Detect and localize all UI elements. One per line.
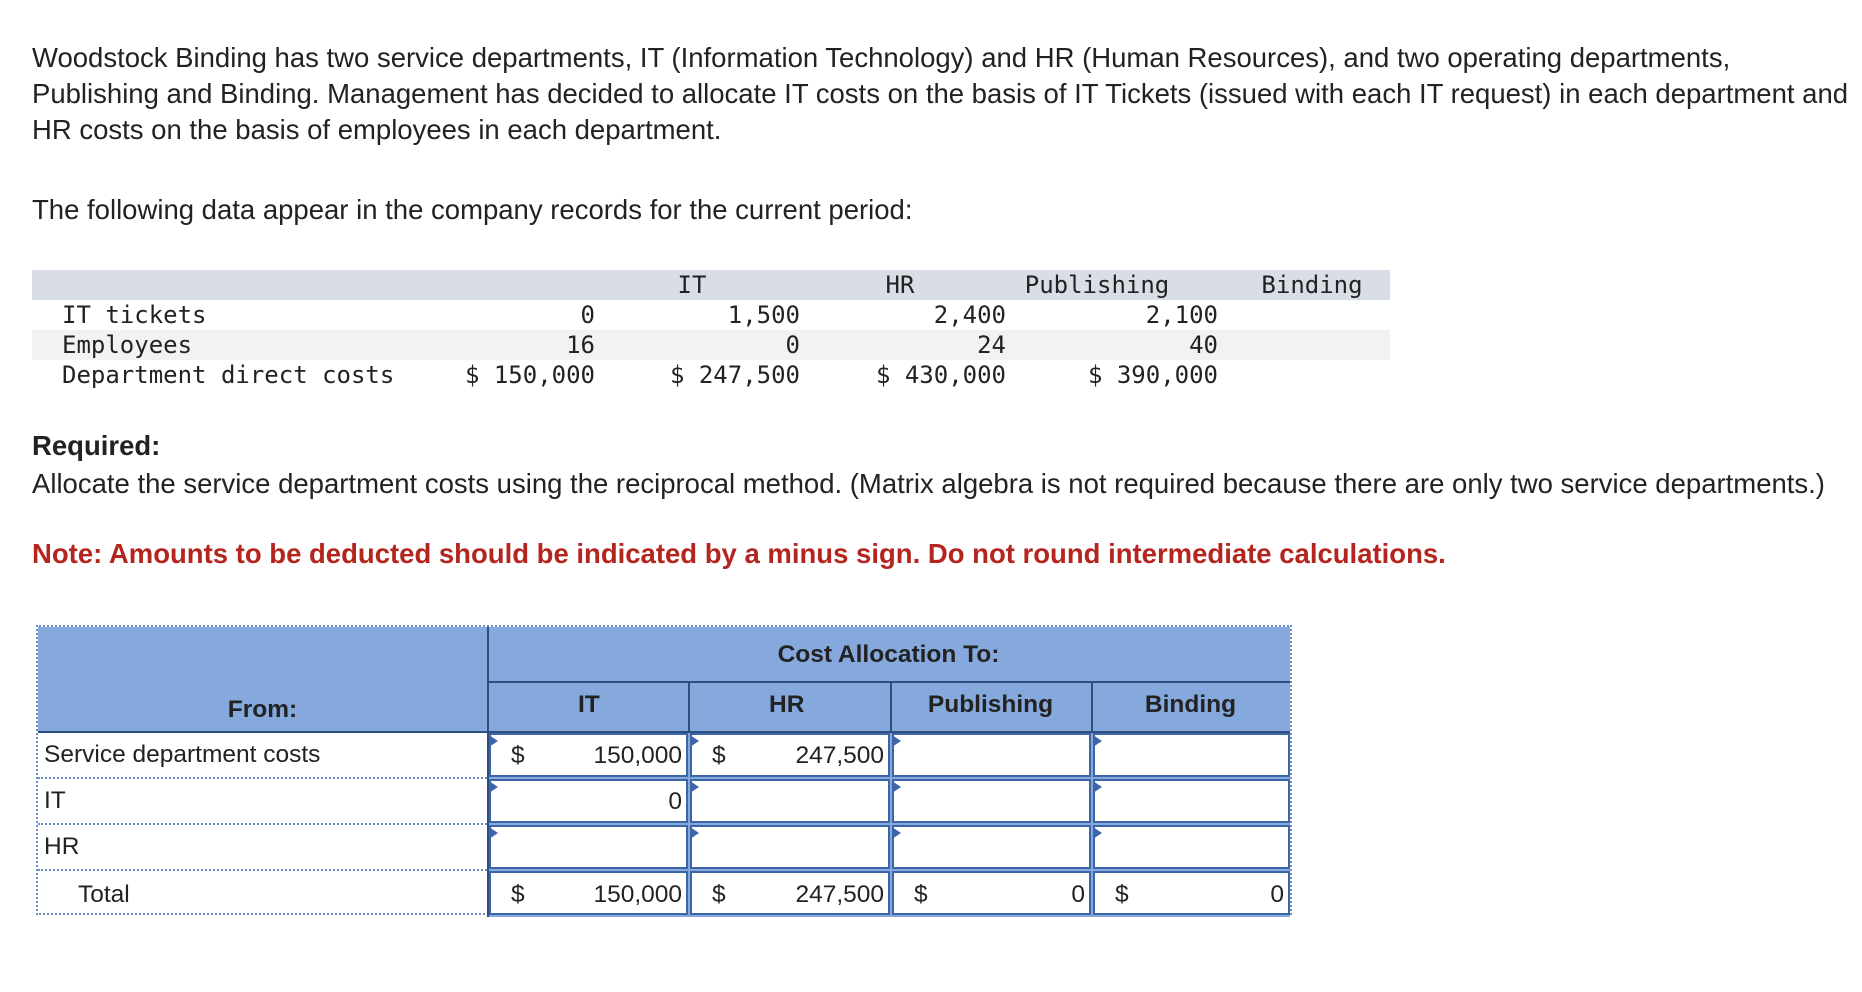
currency-sign: $ — [712, 742, 726, 769]
cell-publishing: 24 — [977, 331, 1006, 359]
it-hr-input[interactable] — [690, 779, 890, 823]
table-row — [32, 330, 1390, 360]
cell-binding: $ 390,000 — [1087, 361, 1218, 389]
table-row — [32, 360, 1390, 390]
col-header-publishing: Publishing — [1024, 271, 1170, 299]
required-text: Allocate the service department costs using the reciprocal method. (Matrix algebra is not required because there are only two service departments.) — [32, 468, 1825, 499]
input-indicator-icon — [1093, 735, 1102, 747]
currency-sign: $ — [511, 742, 525, 769]
col-header-binding: Binding — [1261, 271, 1363, 299]
it-it-value: 0 — [668, 788, 682, 815]
col-binding-header: Binding — [1144, 691, 1237, 718]
row-divider — [38, 823, 487, 825]
column-divider — [688, 681, 690, 733]
total-publishing-cell — [892, 871, 1091, 915]
cell-binding: 2,100 — [1145, 301, 1218, 329]
input-indicator-icon — [489, 827, 498, 839]
cell-hr: 1,500 — [727, 301, 800, 329]
row-divider — [38, 777, 487, 779]
currency-sign: $ — [712, 881, 726, 908]
cell-publishing: 2,400 — [933, 301, 1006, 329]
currency-sign: $ — [511, 881, 525, 908]
input-indicator-icon — [690, 827, 699, 839]
hr-hr-input[interactable] — [690, 825, 890, 869]
input-indicator-icon — [489, 781, 498, 793]
problem-intro: Woodstock Binding has two service departments, IT (Information Technology) and HR (Human Resources), and two operating departments, Publishing and Binding. Management has decided to allocate IT costs on the basis of IT Tickets (issued with each IT request) in each department and HR costs on the basis of employees in each department. — [32, 42, 1849, 145]
note-text: Note: Amounts to be deducted should be indicated by a minus sign. Do not round intermediate calculations. — [32, 538, 1446, 569]
input-indicator-icon — [1093, 781, 1102, 793]
currency-sign: $ — [1115, 881, 1129, 908]
total-binding-cell — [1093, 871, 1290, 915]
cell-hr: $ 247,500 — [669, 361, 800, 389]
row-divider — [38, 869, 487, 871]
hr-it-input[interactable] — [489, 825, 688, 869]
it-publishing-input[interactable] — [892, 779, 1091, 823]
input-indicator-icon — [892, 827, 901, 839]
cell-it: $ 150,000 — [464, 361, 595, 389]
total-hr-value: 247,500 — [795, 881, 884, 908]
input-indicator-icon — [1093, 827, 1102, 839]
row-label-it: IT — [44, 787, 66, 814]
row-label: Employees — [62, 331, 193, 359]
total-hr-cell — [690, 871, 890, 915]
data-table-header — [32, 270, 1390, 300]
total-publishing-value: 0 — [1071, 881, 1085, 908]
from-label: From: — [227, 696, 298, 723]
currency-sign: $ — [914, 881, 928, 908]
row-label-hr: HR — [44, 833, 80, 860]
table-row — [32, 300, 1390, 330]
input-indicator-icon — [690, 781, 699, 793]
col-header-it: IT — [677, 271, 707, 299]
cell-hr: 0 — [785, 331, 800, 359]
it-it-cell — [489, 779, 688, 823]
hr-publishing-input[interactable] — [892, 825, 1091, 869]
row-label: Department direct costs — [62, 361, 395, 389]
cost-allocation-title: Cost Allocation To: — [777, 641, 1000, 668]
col-publishing-header: Publishing — [927, 691, 1054, 718]
service-binding-input[interactable] — [1093, 733, 1290, 777]
col-hr-header: HR — [769, 691, 805, 718]
col-header-hr: HR — [885, 271, 915, 299]
service-publishing-input[interactable] — [892, 733, 1091, 777]
cell-binding: 40 — [1189, 331, 1218, 359]
cell-it: 16 — [566, 331, 595, 359]
total-it-value: 150,000 — [593, 881, 682, 908]
it-binding-input[interactable] — [1093, 779, 1290, 823]
cell-publishing: $ 430,000 — [875, 361, 1006, 389]
input-indicator-icon — [892, 781, 901, 793]
row-label-service-costs: Service department costs — [44, 741, 321, 768]
data-table — [32, 270, 1390, 390]
row-label: IT tickets — [62, 301, 207, 329]
service-hr-cell — [690, 733, 890, 777]
header-divider — [487, 681, 1290, 683]
service-it-cell — [489, 733, 688, 777]
cell-it: 0 — [580, 301, 595, 329]
hr-binding-input[interactable] — [1093, 825, 1290, 869]
data-lead-text: The following data appear in the company records for the current period: — [32, 194, 913, 225]
col-it-header: IT — [578, 691, 600, 718]
service-it-value: 150,000 — [593, 742, 682, 769]
service-hr-value: 247,500 — [795, 742, 884, 769]
input-indicator-icon — [690, 735, 699, 747]
input-indicator-icon — [892, 735, 901, 747]
required-title: Required: — [32, 430, 161, 461]
row-label-total: Total — [78, 881, 130, 908]
allocation-worksheet — [36, 625, 1292, 915]
total-binding-value: 0 — [1270, 881, 1284, 908]
input-indicator-icon — [489, 735, 498, 747]
total-it-cell — [489, 871, 688, 915]
